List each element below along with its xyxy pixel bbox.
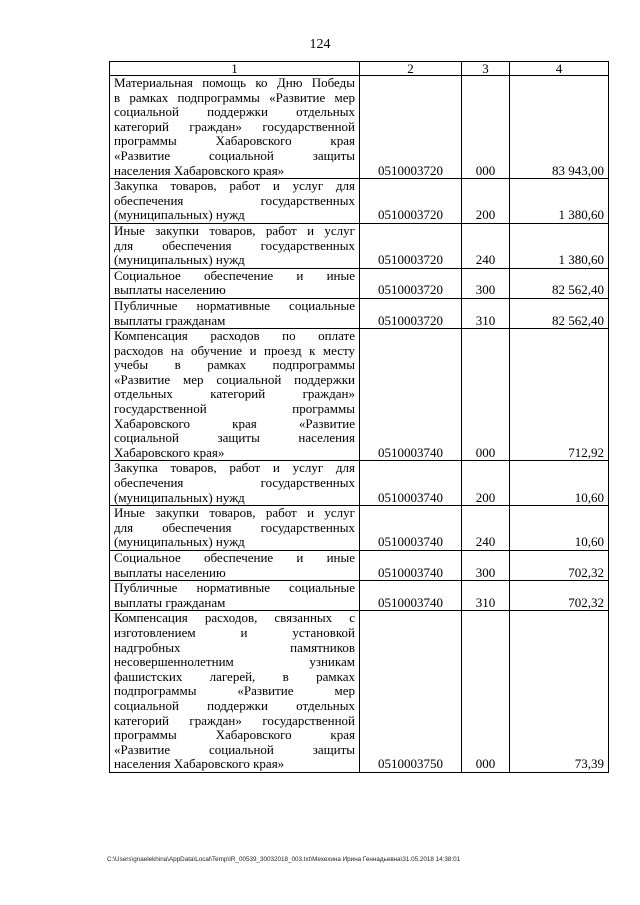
target-code-cell: 0510003740 [360,506,462,551]
amount-cell: 10,60 [510,506,609,551]
expense-type-cell: 200 [462,179,510,224]
target-code-cell: 0510003740 [360,329,462,461]
target-code-cell: 0510003740 [360,581,462,611]
expense-name-line: Иные закупки товаров, работ и услуг [114,222,355,238]
expense-name-cell [110,76,360,179]
amount-cell: 73,39 [510,611,609,773]
header-cell-amount: 4 [510,62,609,76]
expense-name-line: социальной поддержки отдельных [114,697,355,713]
expense-name-cell [110,611,360,773]
amount-cell: 10,60 [510,461,609,506]
table-header-row [110,62,609,76]
target-code-cell: 0510003740 [360,461,462,506]
expense-name-line: населения Хабаровского края» [114,162,285,178]
expense-type-cell: 200 [462,461,510,506]
expense-name-cell [110,223,360,268]
expense-name-line: населения Хабаровского края» [114,756,285,772]
expense-name-cell [110,551,360,581]
expense-name-line: отдельных категорий граждан» [114,386,355,402]
expense-name-line: Социальное обеспечение и иные [114,267,355,283]
expense-name-line: учебы в рамках подпрограммы [114,357,355,373]
amount-cell: 1 380,60 [510,179,609,224]
expense-name-line: Компенсация расходов, связанных с [114,610,355,626]
header-cell-code: 2 [360,62,462,76]
table-row [110,329,609,461]
expense-name-line: категорий граждан» государственной [114,712,355,728]
expense-name-line: Закупка товаров, работ и услуг для [114,460,355,476]
expense-name-line: категорий граждан» государственной [114,118,355,134]
expense-name-line: для обеспечения государственных [114,237,355,253]
expense-name-cell [110,179,360,224]
expense-name-line: социальной защиты населения [114,430,355,446]
target-code-cell: 0510003740 [360,551,462,581]
expense-type-cell: 240 [462,506,510,551]
table-row [110,76,609,179]
expense-name-cell [110,268,360,298]
expense-name-line: Хабаровского края «Развитие [114,415,355,431]
expense-type-cell: 000 [462,611,510,773]
expense-name-line: обеспечения государственных [114,192,355,208]
table-row [110,268,609,298]
expense-name-line: фашистских лагерей, в рамках [114,668,355,684]
amount-cell: 83 943,00 [510,76,609,179]
expense-name-line: расходов на обучение и проезд к месту [114,342,355,358]
table-row [110,611,609,773]
expense-name-line: Публичные нормативные социальные [114,580,355,596]
expense-name-cell [110,581,360,611]
expense-name-line: Компенсация расходов по оплате [114,328,355,344]
expense-type-cell: 310 [462,581,510,611]
expense-name-line: Хабаровского края» [114,444,225,460]
amount-cell: 82 562,40 [510,298,609,328]
amount-cell: 702,32 [510,551,609,581]
expense-name-line: программы Хабаровского края [114,133,355,149]
file-path-footer: C:\Users\gnaelekhina\AppData\Local\Temp\IR_00539_30032018_003.txt\Мехехина Ирина Геннадьевна\31.05.2018 14:38:01 [107,856,461,863]
expense-name-cell [110,329,360,461]
amount-cell: 702,32 [510,581,609,611]
expense-name-cell [110,298,360,328]
expense-name-line: Закупка товаров, работ и услуг для [114,178,355,194]
header-cell-type: 3 [462,62,510,76]
target-code-cell: 0510003720 [360,268,462,298]
expense-name-line: выплаты гражданам [114,594,226,610]
expense-type-cell: 300 [462,551,510,581]
expense-name-line: в рамках подпрограммы «Развитие мер [114,89,355,105]
amount-cell: 82 562,40 [510,268,609,298]
expense-name-cell [110,506,360,551]
expense-name-line: подпрограммы «Развитие мер [114,683,355,699]
expense-name-line: Социальное обеспечение и иные [114,550,355,565]
amount-cell: 1 380,60 [510,223,609,268]
header-cell-name: 1 [110,62,360,76]
expense-type-cell: 000 [462,76,510,179]
table-row [110,179,609,224]
expense-name-line: (муниципальных) нужд [114,534,245,550]
expense-name-line: (муниципальных) нужд [114,489,245,505]
target-code-cell: 0510003720 [360,76,462,179]
expense-name-line: программы Хабаровского края [114,727,355,743]
target-code-cell: 0510003720 [360,298,462,328]
expense-name-line: (муниципальных) нужд [114,252,245,268]
expense-type-cell: 300 [462,268,510,298]
expense-name-line: выплаты населению [114,282,226,298]
amount-cell: 712,92 [510,329,609,461]
expense-type-cell: 240 [462,223,510,268]
expense-type-cell: 310 [462,298,510,328]
expense-name-line: выплаты населению [114,564,226,580]
expense-name-line: Публичные нормативные социальные [114,297,355,313]
expense-name-line: Материальная помощь ко Дню Победы [114,75,355,90]
expense-type-cell: 000 [462,329,510,461]
table-row [110,551,609,581]
expense-name-line: для обеспечения государственных [114,519,355,535]
expense-name-line: «Развитие социальной защиты [114,741,355,757]
budget-table [109,61,609,773]
target-code-cell: 0510003750 [360,611,462,773]
table-row [110,298,609,328]
expense-name-line: обеспечения государственных [114,475,355,491]
expense-name-line: выплаты гражданам [114,312,226,328]
expense-name-line: (муниципальных) нужд [114,207,245,223]
table-row [110,223,609,268]
expense-name-line: «Развитие социальной защиты [114,147,355,163]
expense-name-cell [110,461,360,506]
target-code-cell: 0510003720 [360,179,462,224]
page-number: 124 [309,37,331,52]
table-row [110,506,609,551]
table-row [110,581,609,611]
expense-name-line: несовершеннолетним узникам [114,654,355,670]
expense-name-line: социальной поддержки отдельных [114,104,355,120]
table-row [110,461,609,506]
expense-name-line: государственной программы [114,401,355,417]
expense-name-line: «Развитие мер социальной поддержки [114,371,355,387]
expense-name-line: изготовлением и установкой [114,624,355,640]
expense-name-line: надгробных памятников [114,639,355,655]
expense-name-line: Иные закупки товаров, работ и услуг [114,505,355,521]
target-code-cell: 0510003720 [360,223,462,268]
